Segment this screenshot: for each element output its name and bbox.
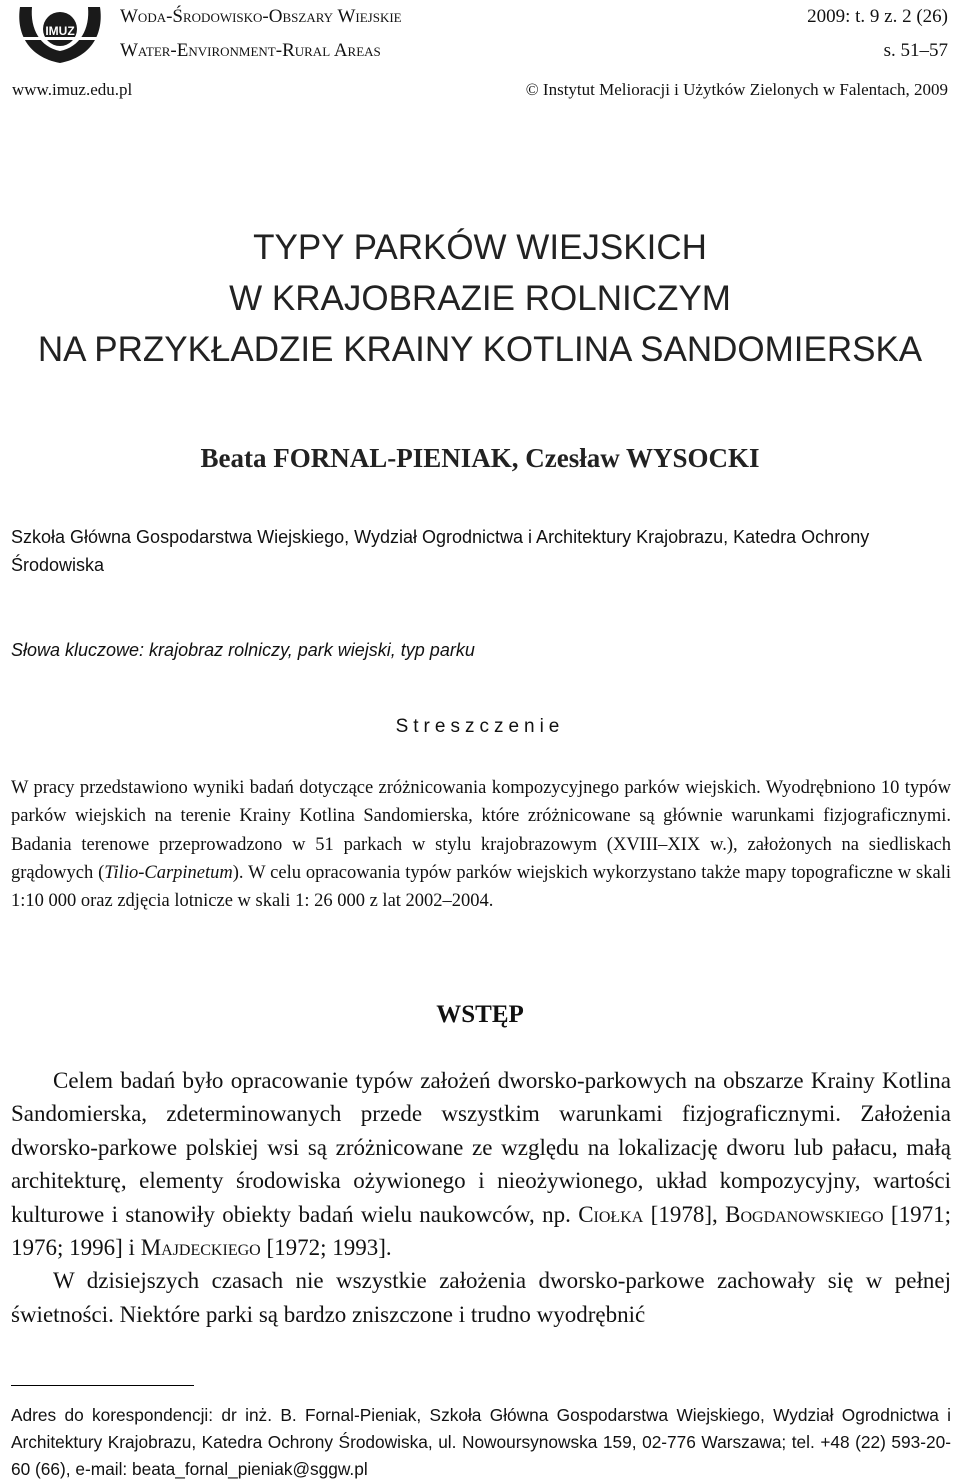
issue-info: 2009: t. 9 z. 2 (26) (807, 6, 948, 27)
intro-paragraph: W dzisiejszych czasach nie wszystkie założenia dworsko-parkowe zachowały się w pełnej świetności. Niektóre parki są bardzo zniszczone i trudno wyodrębnić (11, 1268, 951, 1327)
abstract-part: ). W celu opracowania typów parków wiejskich wykorzystano także mapy topograficzne w skali 1:10 000 oraz zdjęcia lotnicze w skali 1: 26 000 z lat 2002–2004. (11, 862, 952, 912)
cited-author: Majdeckiego (140, 1235, 261, 1261)
journal-url[interactable]: www.imuz.edu.pl (12, 80, 133, 99)
page-range: s. 51–57 (883, 40, 948, 61)
authors: Beata FORNAL-PIENIAK, Czesław WYSOCKI (200, 443, 760, 473)
journal-title-pl: Woda-Środowisko-Obszary Wiejskie (120, 6, 402, 27)
title-line: NA PRZYKŁADZIE KRAINY KOTLINA SANDOMIERSKA (37, 330, 923, 369)
cited-author: Bogdanowskiego (725, 1201, 884, 1227)
copyright-notice: © Instytut Melioracji i Użytków Zielonych w Falentach, 2009 (525, 80, 948, 99)
affiliation: Szkoła Główna Gospodarstwa Wiejskiego, Wydział Ogrodnictwa i Architektury Krajobrazu, Katedra Ochrony Środowiska (11, 527, 870, 575)
journal-title-en: Water-Environment-Rural Areas (120, 40, 381, 61)
footnote-divider (11, 1385, 194, 1386)
section-heading-intro: WSTĘP (436, 1001, 524, 1028)
abstract-latin-name: Tilio-Carpinetum (104, 862, 233, 883)
cited-author: Ciołka (578, 1201, 644, 1227)
correspondence-footnote: Adres do korespondencji: dr inż. B. Fornal-Pieniak, Szkoła Główna Gospodarstwa Wiejskiego, Wydział Ogrodnictwa i Architektury Krajobrazu, Katedra Ochrony Środowiska, ul. Nowoursynowska 159, 02-776 Warszawa; tel. +48 (22) 593-20-60 (66), e-mail: beata_fornal_pieniak@sggw.pl (11, 1405, 951, 1479)
article-title (0, 222, 960, 375)
title-line: TYPY PARKÓW WIEJSKICH (253, 228, 707, 267)
abstract-part: W pracy przedstawiono wyniki badań dotyczące zróżnicowania kompozycyjnego parków wiejskich. Wyodrębniono 10 typów parków wiejskich na terenie Krainy Kotlina Sandomierska, które zróżnicowane są głównie warunkami fizjograficznymi. Badania terenowe przeprowadzono w 51 parkach w stylu krajobrazowym (XVIII–XIX w.), założonych na siedliskach grądowych ( (11, 778, 951, 883)
title-line: W KRAJOBRAZIE ROLNICZYM (229, 279, 731, 318)
abstract-heading: Streszczenie (395, 716, 565, 737)
abstract-text (11, 774, 951, 915)
intro-paragraph: Celem badań było opracowanie typów założeń dworsko-parkowych na obszarze Krainy Kotlina Sandomierska, zdeterminowanych przede wszystkim warunkami fizjograficznymi. Założenia dworsko-parkowe polskiej wsi są zróżnicowane ze względu na lokalizację dworu lub pałacu, małą architekturę, elementy środowiska ożywionego i nieożywionego, układ kompozycyjny, wartości kulturowe i stanowiły obiekty badań wielu naukowców, np. Ciołka [1978], Bogdanowskiego [1971; 1976; 1996] i Majdeckiego [1972; 1993]. (11, 1068, 951, 1261)
keywords: Słowa kluczowe: krajobraz rolniczy, park wiejski, typ parku (11, 640, 475, 660)
logo-text: IMUZ (45, 24, 75, 38)
intro-body (11, 1064, 951, 1331)
imuz-logo (14, 3, 106, 67)
